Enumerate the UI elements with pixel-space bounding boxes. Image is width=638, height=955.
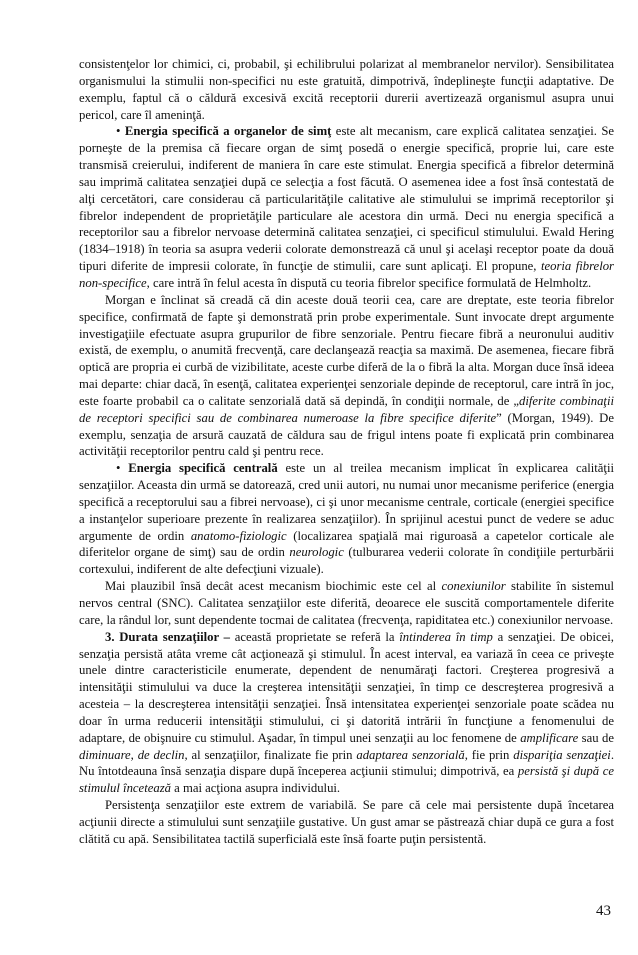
section-heading: Energia specifică centrală	[128, 461, 278, 476]
paragraph-4: • Energia specifică centrală este un al treilea mecanism implicat în explicarea calităţii senzaţiilor. Aceasta din urmă se datorează, cred unii autori, nu numai unor mecanisme periferice (energia specifică a receptorului sau a fibrei nervoase), ci şi unor mecanisme centrale, corticale (energiei specifice a instanţelor superioare prezente în realizarea senzaţiilor). În sprijinul acestui punct de vedere se aduc argumente de ordin anatomo-fiziologic (localizarea spaţială mai riguroasă a capetelor corticale ale diferitelor organe de simţ) sau de ordin neurologic (tulburarea vederii colorate în condiţiile perturbării cortexului, indiferent de alte defecţiuni vizuale).	[79, 461, 615, 577]
paragraph-1: consistenţelor lor chimici, ci, probabil, şi echilibrului polarizat al membranelor nervilor). Sensibilitatea organismului la stimulii non-specifici nu este gratuită, dimpotrivă, îndeplineşte funcţii adaptative. De exemplu, faptul că o căldură excesivă excită receptorii durerii avertizează organismul asupra unui pericol, care îl ameninţă.	[79, 57, 614, 122]
emphasis: anatomo-fiziologic	[190, 528, 287, 543]
page-number: 43	[596, 903, 611, 919]
paragraph-2: • Energia specifică a organelor de simţ este alt mecanism, care explică calitatea senzaţiei. Se porneşte de la premisa că fiecare organ de simţ posedă o energie specifică, proprie lui, care este transmisă creierului, indiferent de maniera în care este stimulat. Energia specifică a fibrelor determină sau imprimă calitatea senzaţiei după ce selecţia a fost făcută. O asemenea idee a fost însă contestată de alţi cercetători, care considerau că particularităţile calitative ale stimulului se imprimă receptorilor şi fibrelor independent de proprietăţile particulare ale acestora din urmă. Deci nu energia specifică a receptorilor sau a fibrelor nervoase determină calitatea senzaţiei, ci specificul stimulului. Ewald Hering (1834–1918) în teoria sa asupra vederii colorate demonstrează că unul şi acelaşi receptor poate da două tipuri diferite de impresii colorate, în funcţie de stimulii, care sunt aplicaţi. El propune, teoria fibrelor non-specifice, care intră în felul acesta în dispută cu teoria fibrelor specifice formulată de Helmholtz.	[79, 124, 615, 290]
emphasis: adaptarea senzorială	[356, 747, 465, 762]
emphasis: teoria fibrelor non-specifice	[79, 259, 614, 290]
emphasis: neurologic	[289, 545, 344, 560]
emphasis: conexiunilor	[441, 579, 506, 594]
paragraph-5: Mai plauzibil însă decât acest mecanism biochimic este cel al conexiunilor stabilite în sistemul nervos central (SNC). Calitatea senzaţiilor este diferită, deoarece ele suscită comportamentele diferite care, la rândul lor, sunt dependente tocmai de calitatea (frecvenţa, rapiditatea etc.) conexiunilor nervoase.	[79, 579, 614, 627]
emphasis: diminuare, de declin,	[79, 747, 188, 762]
bullet-icon: •	[116, 124, 121, 139]
emphasis: întinderea în timp	[399, 629, 493, 644]
paragraph-7: Persistenţa senzaţiilor este extrem de variabilă. Se pare că cele mai persistente după încetarea acţiunii directe a stimulului sunt senzaţiile gustative. Un gust amar se păstrează chiar după ce gura a fost clătită cu apă. Sensibilitatea tactilă superficială este însă foarte puţin persistentă.	[79, 798, 614, 846]
emphasis: persistă şi după ce stimulul încetează	[79, 764, 614, 796]
emphasis: amplificare	[520, 730, 579, 745]
quote: diferite combinaţii de receptori specifici sau de combinarea numeroase la fibre specifice diferite	[79, 393, 614, 425]
body-text	[79, 56, 614, 848]
section-heading: 3. Durata senzaţiilor –	[105, 629, 230, 644]
section-heading: Energia specifică a organelor de simţ	[124, 124, 332, 139]
paragraph-6: 3. Durata senzaţiilor – această proprietate se referă la întinderea în timp a senzaţiei. De obicei, senzaţia persistă atâta vreme cât acţionează şi stimulul. În acest interval, ea variază în ceea ce priveşte unele dintre caracteristicile enumerate, dependent de nenumăraţi factori. Creşterea progresivă a intensităţii stimulului va duce la creşterea intensităţii senzaţiei, în timp ce descreşterea progresivă a acesteia – la descreşterea intensităţii senzaţiei. Însă intensitatea experienţei senzoriale poate scădea nu doar în urma reducerii intensităţii stimulului, ci şi datorită intrării în funcţiune a fenomenului de adaptare, de obişnuire cu stimulul. Aşadar, în timpul unei senzaţii au loc fenomene de amplificare sau de diminuare, de declin, al senzaţiilor, finalizate fie prin adaptarea senzorială, fie prin dispariţia senzaţiei. Nu întotdeauna însă senzaţia dispare după începerea acţiunii stimului; dimpotrivă, ea persistă şi după ce stimulul încetează a mai acţiona asupra individului.	[79, 629, 615, 796]
bullet-icon: •	[116, 461, 121, 476]
emphasis: dispariţia senzaţiei	[513, 747, 611, 762]
paragraph-3: Morgan e înclinat să creadă că din aceste două teorii cea, care are dreptate, este teoria fibrelor specifice, confirmată de fapte şi demonstrată prin probe experimentale. Sunt invocate drept argumente investigaţiile efectuate asupra grupurilor de fibre senzoriale. Pentru fiecare fibră a neuronului auditiv există, de exemplu, o anumită frecvenţă, care declanşează reacţia sa maximă. De asemenea, fiecare fibră optică are propria ei curbă de vizibilitate, aceste curbe diferă de la o fibră la alta. Morgan duce însă ideea mai departe: chiar dacă, în esenţă, calitatea experienţei senzoriale depinde de receptorul, care intră în joc, este foarte probabil ca o calitate senzorială dată să depindă, în condiţii normale, de „diferite combinaţii de receptori specifici sau de combinarea numeroase la fibre specifice diferite” (Morgan, 1949). De exemplu, senzaţia de arsură cauzată de căldura sau de frigul intens poate fi explicată prin combinarea activităţii receptorilor pentru cald şi pentru rece.	[79, 292, 614, 459]
